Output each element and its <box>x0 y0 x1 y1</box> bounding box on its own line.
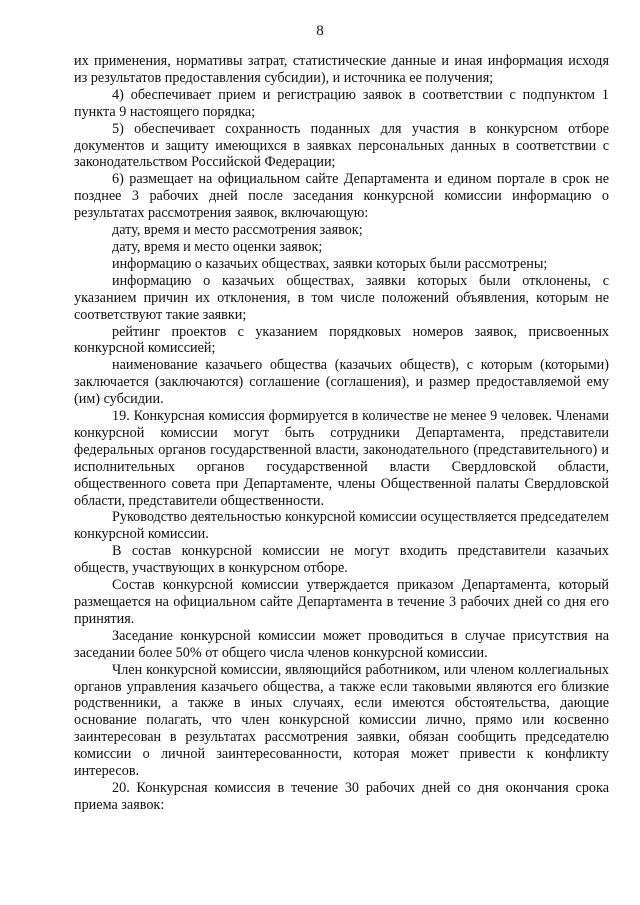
page-number: 8 <box>316 23 324 39</box>
document-body <box>74 53 609 814</box>
paragraph: Руководство деятельностью конкурсной комиссии осуществляется председателем конкурсной комиссии. <box>74 509 609 543</box>
paragraph-section-19: 19. Конкурсная комиссия формируется в количестве не менее 9 человек. Членами конкурсной комиссии могут быть сотрудники Департамента, представители федеральных органов государственной власти, законодательного (представительного) и исполнительных органов государственной власти Свердловской области, общественного совета при Департаменте, члены Общественной палаты Свердловской области, представители общественности. <box>74 408 609 509</box>
paragraph-list-entry: информацию о казачьих обществах, заявки которых были отклонены, с указанием причин их отклонения, в том числе положений объявления, которым не соответствуют такие заявки; <box>74 272 609 323</box>
paragraph-list-entry: информацию о казачьих обществах, заявки которых были рассмотрены; <box>112 255 548 272</box>
paragraph-section-20: 20. Конкурсная комиссия в течение 30 рабочих дней со дня окончания срока приема заявок: <box>74 779 609 813</box>
paragraph-continuation: их применения, нормативы затрат, статистические данные и иная информация исходя из результатов предоставления субсидии), и источника ее получения; <box>74 53 609 86</box>
paragraph-list-entry: наименование казачьего общества (казачьих обществ), с которым (которыми) заключается (заключаются) соглашение (соглашения), и размер предоставляемой ему (им) субсидии. <box>74 357 609 408</box>
paragraph: Член конкурсной комиссии, являющийся работником, или членом коллегиальных органов управления казачьего общества, а также если таковыми являются его близкие родственники, а также в иных случаях, если имеются обстоятельства, дающие основание полагать, что член конкурсной комиссии лично, прямо или косвенно заинтересован в результатах рассмотрения заявки, обязан сообщить председателю комиссии о личной заинтересованности, которая может привести к конфликту интересов. <box>74 661 609 780</box>
paragraph-item-5: 5) обеспечивает сохранность поданных для участия в конкурсном отборе документов и защиту имеющихся в заявках персональных данных в соответствии с законодательством Российской Федерации; <box>74 120 609 171</box>
paragraph-item-6: 6) размещает на официальном сайте Департамента и едином портале в срок не позднее 3 рабочих дней после заседания конкурсной комиссии информацию о результатах рассмотрения заявок, включающую: <box>74 171 609 222</box>
paragraph-list-entry: рейтинг проектов с указанием порядковых номеров заявок, присвоенных конкурсной комиссией; <box>74 323 609 357</box>
paragraph: Заседание конкурсной комиссии может проводиться в случае присутствия на заседании более 50% от общего числа членов конкурсной комиссии. <box>74 627 609 661</box>
paragraph-list-entry: дату, время и место оценки заявок; <box>112 238 323 255</box>
paragraph: В состав конкурсной комиссии не могут входить представители казачьих обществ, участвующих в конкурсном отборе. <box>74 543 609 577</box>
paragraph-list-entry: дату, время и место рассмотрения заявок; <box>112 222 363 239</box>
paragraph-item-4: 4) обеспечивает прием и регистрацию заявок в соответствии с подпунктом 1 пункта 9 настоящего порядка; <box>74 86 609 120</box>
paragraph: Состав конкурсной комиссии утверждается приказом Департамента, который размещается на официальном сайте Департамента в течение 3 рабочих дней со дня его принятия. <box>74 577 609 627</box>
